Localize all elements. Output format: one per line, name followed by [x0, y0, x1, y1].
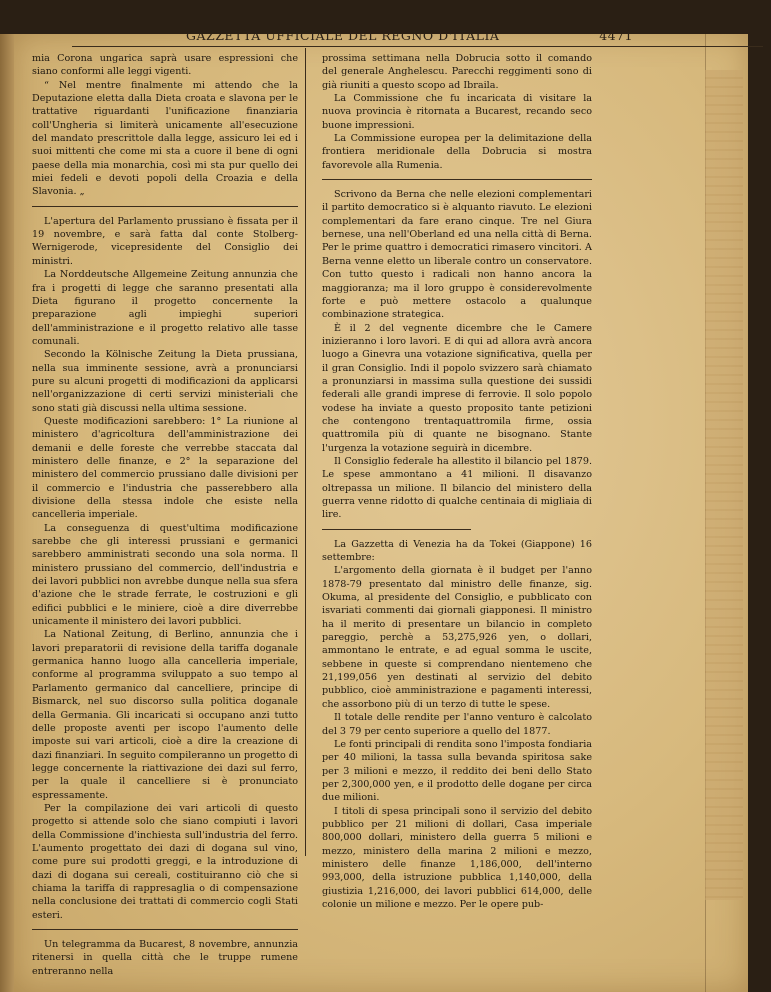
paragraph: La Commissione europea per la delimitazione della frontiera meridionale della Dobrucia si mostra favorevole alla Rumenia. — [322, 133, 592, 171]
right-column — [322, 52, 592, 911]
paragraph: Secondo la Kölnische Zeitung la Dieta prussiana, nella sua imminente sessione, avrà a pronunciarsi pure su alcuni progetti di modificazioni da applicarsi nell'organizzazione di certi servizi ministeriali che sono stati già discussi nella ultima sessione. — [32, 349, 298, 414]
page-number: 4471 — [599, 28, 633, 43]
paragraph: La Gazzetta di Venezia ha da Tokei (Giappone) 16 settembre: — [322, 538, 592, 564]
paragraph: mia Corona ungarica saprà usare espressioni che siano conformi alle leggi vigenti. — [32, 53, 298, 78]
left-column — [32, 52, 298, 978]
paragraph: Un telegramma da Bucarest, 8 novembre, annunzia ritenersi in quella città che le truppe rumene entreranno nella — [32, 939, 298, 977]
paragraph: Le fonti principali di rendita sono l'imposta fondiaria per 40 milioni, la tassa sulla bevanda spiritosa sake per 3 milioni e mezzo, il reddito dei beni dello Stato per 2,300,000 yen, e il prodotto delle dogane per circa due milioni. — [322, 738, 592, 804]
worn-page-edge — [705, 70, 743, 900]
page-header — [0, 26, 771, 44]
paragraph: I titoli di spesa principali sono il servizio del debito pubblico per 21 milioni di dollari, Casa imperiale 800,000 dollari, ministero della guerra 5 milioni e mezzo, ministero della marina 2 milioni e mezzo, ministero delle finanze 1,186,000, dell'interno 993,000, della istruzione pubblica 1,140,000, della giustizia 1,216,000, dei lavori pubblici 614,000, delle colonie un milione e mezzo. Per le opere pub- — [322, 805, 592, 910]
paragraph: prossima settimana nella Dobrucia sotto il comando del generale Anghelescu. Parecchi reggimenti sono di già riuniti a questo scopo ad Ibraila. — [322, 53, 592, 91]
paragraph: L'apertura del Parlamento prussiano è fissata per il 19 novembre, e sarà fatta dal conte Stolberg-Wernigerode, vicepresidente del Consiglio dei ministri. — [32, 215, 298, 267]
paragraph: La National Zeitung, di Berlino, annunzia che i lavori preparatorii di revisione della tariffa doganale germanica hanno luogo alla cancelleria imperiale, conforme al programma sviluppato a suo tempo al Parlamento germanico dal cancelliere, principe di Bismarck, nel suo discorso sulla politica doganale della Germania. Gli incaricati si occupano anzi tutto delle proposte aventi per iscopo l'aumento delle imposte sui vari articoli, cioè a dire la creazione di dazi finanziari. In seguito compileranno un progetto di legge concernente la riattivazione dei dazi sul ferro, per la quale il cancelliere si è pronunciato espressamente. — [32, 629, 298, 801]
paragraph: Il Consiglio federale ha allestito il bilancio pel 1879. Le spese ammontano a 41 milioni. Il disavanzo oltrepassa un milione. Il bilancio del ministero della guerra venne ridotto di qualche centinaia di migliaia di lire. — [322, 455, 592, 521]
paragraph: La Norddeutsche Allgemeine Zeitung annunzia che fra i progetti di legge che saranno presentati alla Dieta figurano il progetto concernente la preparazione agli impieghi superiori dell'amministrazione e il progetto relativo alle tasse comunali. — [32, 269, 298, 347]
section-separator — [32, 206, 298, 207]
paragraph: La conseguenza di quest'ultima modificazione sarebbe che gli interessi prussiani e germanici sarebbero amministrati secondo una sola norma. Il ministero prussiano del commercio, dell'industria e dei lavori pubblici non avrebbe dunque nella sua sfera d'azione che le strade ferrate, le costruzioni e gli edifici pubblici e le miniere, cioè a dire diverrebbe unicamente il ministero dei lavori pubblici. — [32, 522, 298, 628]
paragraph: Il totale delle rendite per l'anno venturo è calcolato del 3 79 per cento superiore a quello del 1877. — [322, 712, 592, 737]
section-separator — [32, 929, 298, 930]
section-separator — [322, 529, 471, 530]
paragraph: Per la compilazione dei vari articoli di questo progetto si attende solo che siano compiuti i lavori della Commissione d'inchiesta sull'industria del ferro. L'aumento progettato dei dazi di dogana sul vino, come pure sui prodotti greggi, e la introduzione di dazi di dogana sui cereali, costituiranno ciò che si chiama la tariffa di rappresaglia o di compensazione nella conclusione dei trattati di commercio cogli Stati esteri. — [32, 802, 298, 921]
column-divider — [305, 48, 306, 856]
paragraph: Queste modificazioni sarebbero: 1° La riunione al ministero d'agricoltura dell'amministrazione dei demanii e delle foreste che verrebbe staccata dal ministero delle finanze, e 2° la separazione del ministero del commercio prussiano dalle divisioni per il commercio e l'industria che passerebbero alla divisione della stessa indole che esiste nella cancelleria imperiale. — [32, 415, 298, 521]
paragraph: Scrivono da Berna che nelle elezioni complementari il partito democratico si è alquanto riavuto. Le elezioni complementari da fare erano cinque. Tre nel Giura bernese, una nell'Oberland ed una nella città di Berna. Per le prime quattro i democratici rimasero vincitori. A Berna venne eletto un liberale contro un conservatore. Con tutto questo i radicali non hanno ancora la maggioranza; ma il loro gruppo è considerevolmente forte e può mettere ostacolo a qualunque combinazione strategica. — [322, 189, 592, 321]
newspaper-title: GAZZETTA UFFICIALE DEL REGNO D'ITALIA — [186, 28, 500, 43]
paragraph: È il 2 del vegnente dicembre che le Camere inizieranno i loro lavori. E di qui ad allora avrà ancora luogo a Ginevra una votazione significativa, quella per il gran Consiglio. Indi il popolo svizzero sarà chiamato a pronunziarsi in massima sulla questione dei sussidi federali alle grandi imprese di ferrovie. Il solo popolo vodese ha inviate a questo proposito tante petizioni che contengono trentaquattromila firme, ossia quattromila più di quante ne bisognano. Stante l'urgenza la votazione seguirà in dicembre. — [322, 322, 592, 454]
paragraph: “ Nel mentre finalmente mi attendo che la Deputazione eletta dalla Dieta croata e slavona per le trattative riguardanti l'unificazione finanziaria coll'Ungheria si limiterà unicamente all'esecuzione del mandato prescrittole dalla legge, assicuro lei ed i suoi mittenti che come mi sta a cuore il bene di ogni paese della mia monarchia, così mi sta pur quello dei miei fedeli e devoti popoli della Croazia e della Slavonia. „ — [32, 79, 298, 198]
header-rule — [72, 46, 763, 47]
paragraph: La Commissione che fu incaricata di visitare la nuova provincia è ritornata a Bucarest, recando seco buone impressioni. — [322, 93, 592, 131]
paragraph: L'argomento della giornata è il budget per l'anno 1878-79 presentato dal ministro delle finanze, sig. Okuma, al presidente del Consiglio, e pubblicato con isvariati commenti dai giornali giapponesi. Il ministro ha il merito di presentare un bilancio in completo pareggio, perchè a 53,275,926 yen, o dollari, ammontano le entrate, e ad egual somma le uscite, sebbene in queste si comprendano nientemeno che 21,199,056 yen destinati al servizio del debito pubblico, cioè amministrazione e pagamenti interessi, che assorbono più di un terzo di tutte le spese. — [322, 565, 592, 710]
section-separator — [322, 179, 592, 180]
